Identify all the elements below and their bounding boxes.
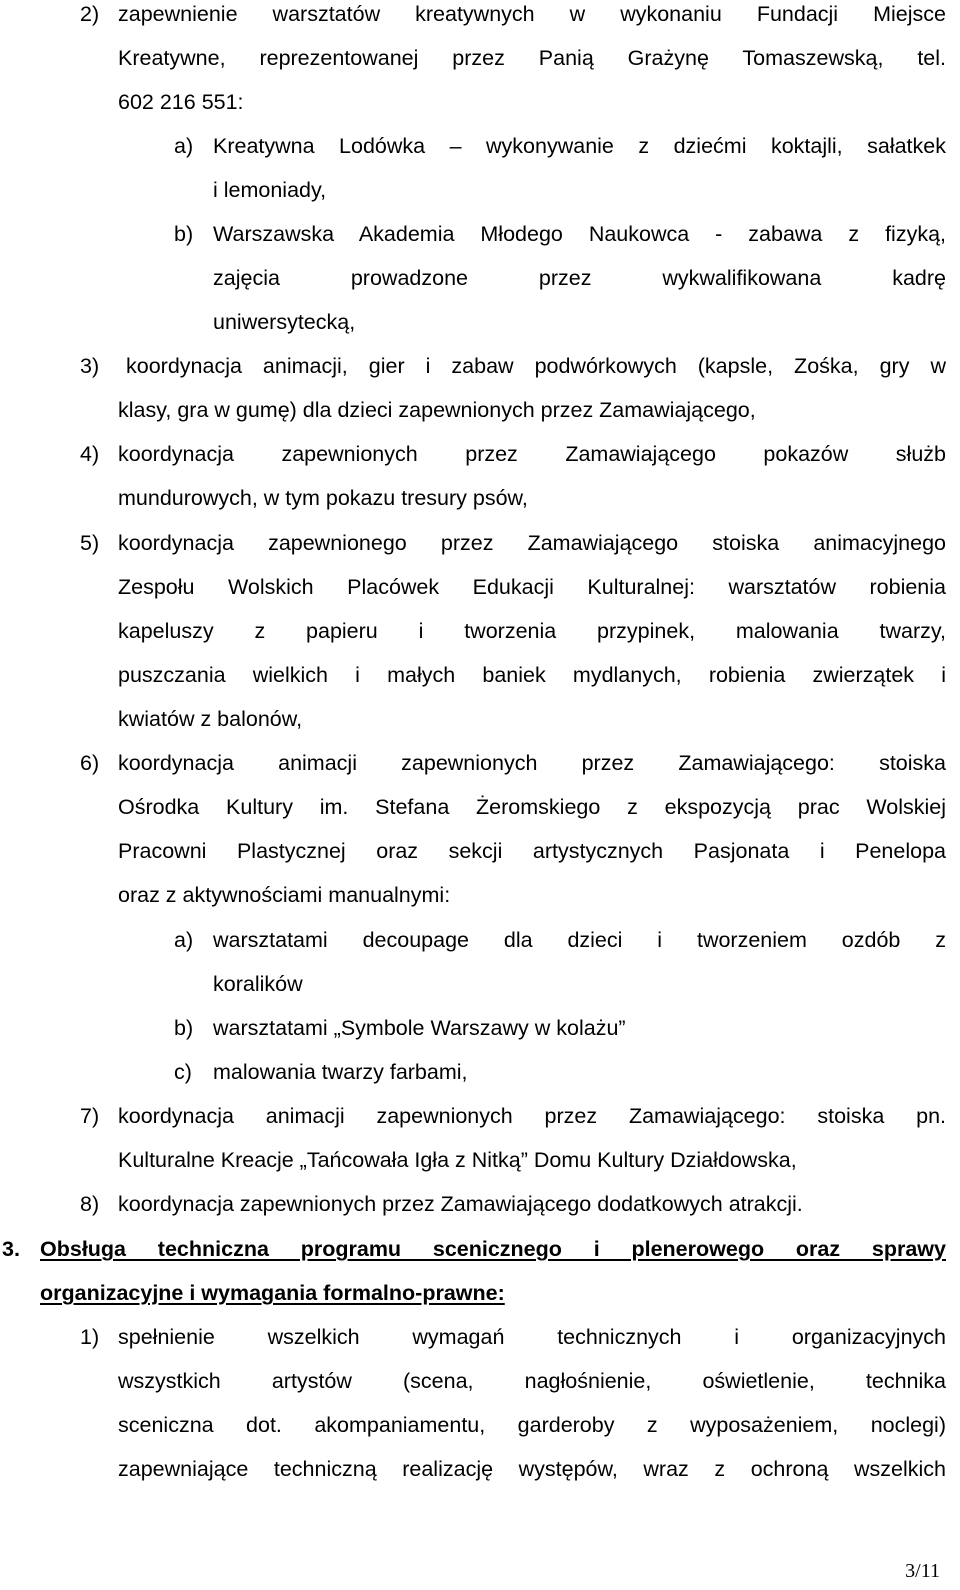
- text-line: warsztatami decoupage dla dzieci i tworzeniem ozdób z: [213, 928, 946, 952]
- text-line: koralików: [213, 972, 303, 996]
- text-line: koordynacja zapewnionych przez Zamawiającego pokazów służb: [118, 442, 946, 466]
- text-line: mundurowych, w tym pokazu tresury psów,: [118, 486, 528, 510]
- list-marker: 4): [80, 442, 100, 466]
- section-number: 3.: [2, 1237, 20, 1261]
- section-heading: organizacyjne i wymagania formalno-prawne:: [40, 1281, 505, 1305]
- list-marker: 5): [80, 531, 100, 555]
- text-line: koordynacja animacji zapewnionych przez Zamawiającego: stoiska: [118, 751, 946, 775]
- text-line: koordynacja zapewnionego przez Zamawiającego stoiska animacyjnego: [118, 531, 946, 555]
- text-line: oraz z aktywnościami manualnymi:: [118, 883, 451, 907]
- text-line: puszczania wielkich i małych baniek mydlanych, robienia zwierzątek i: [118, 663, 946, 687]
- text-line: i lemoniady,: [213, 178, 327, 202]
- text-line: zajęcia prowadzone przez wykwalifikowana kadrę: [213, 266, 946, 290]
- text-line: klasy, gra w gumę) dla dzieci zapewnionych przez Zamawiającego,: [118, 398, 756, 422]
- text-line: kwiatów z balonów,: [118, 707, 303, 731]
- list-marker: 3): [80, 354, 100, 378]
- list-marker: b): [174, 222, 194, 246]
- page-number: 3/11: [905, 1560, 940, 1582]
- text-line: kapeluszy z papieru i tworzenia przypinek, malowania twarzy,: [118, 619, 946, 643]
- text-line: Ośrodka Kultury im. Stefana Żeromskiego z ekspozycją prac Wolskiej: [118, 795, 946, 819]
- section-heading: Obsługa techniczna programu scenicznego i plenerowego oraz sprawy: [40, 1237, 946, 1261]
- text-line: Kulturalne Kreacje „Tańcowała Igła z Nitką” Domu Kultury Działdowska,: [118, 1148, 797, 1172]
- list-marker: a): [174, 928, 194, 952]
- text-line: malowania twarzy farbami,: [213, 1060, 468, 1084]
- list-marker: a): [174, 134, 194, 158]
- text-line: sceniczna dot. akompaniamentu, garderoby z wyposażeniem, noclegi): [118, 1413, 946, 1437]
- list-marker: 7): [80, 1104, 100, 1128]
- text-line: Warszawska Akademia Młodego Naukowca - zabawa z fizyką,: [213, 222, 946, 246]
- text-line: uniwersytecką,: [213, 310, 356, 334]
- list-marker: 1): [80, 1325, 100, 1349]
- list-marker: c): [174, 1060, 192, 1084]
- text-line: koordynacja zapewnionych przez Zamawiającego dodatkowych atrakcji.: [118, 1192, 803, 1216]
- text-line: koordynacja animacji zapewnionych przez Zamawiającego: stoiska pn.: [118, 1104, 946, 1128]
- text-line: Zespołu Wolskich Placówek Edukacji Kulturalnej: warsztatów robienia: [118, 575, 946, 599]
- list-marker: b): [174, 1016, 194, 1040]
- text-line: Kreatywna Lodówka – wykonywanie z dziećmi koktajli, sałatkek: [213, 134, 946, 158]
- text-line: zapewnienie warsztatów kreatywnych w wykonaniu Fundacji Miejsce: [118, 2, 946, 26]
- list-marker: 2): [80, 2, 100, 26]
- text-line: zapewniające techniczną realizację występów, wraz z ochroną wszelkich: [118, 1457, 946, 1481]
- text-line: Kreatywne, reprezentowanej przez Panią Grażynę Tomaszewską, tel.: [118, 46, 946, 70]
- list-marker: 6): [80, 751, 100, 775]
- text-line: koordynacja animacji, gier i zabaw podwórkowych (kapsle, Zośka, gry w: [126, 354, 946, 378]
- text-line: spełnienie wszelkich wymagań technicznych i organizacyjnych: [118, 1325, 946, 1349]
- text-line: wszystkich artystów (scena, nagłośnienie, oświetlenie, technika: [118, 1369, 946, 1393]
- text-line: 602 216 551:: [118, 90, 244, 114]
- list-marker: 8): [80, 1192, 100, 1216]
- text-line: Pracowni Plastycznej oraz sekcji artystycznych Pasjonata i Penelopa: [118, 839, 946, 863]
- text-line: warsztatami „Symbole Warszawy w kolażu”: [213, 1016, 626, 1040]
